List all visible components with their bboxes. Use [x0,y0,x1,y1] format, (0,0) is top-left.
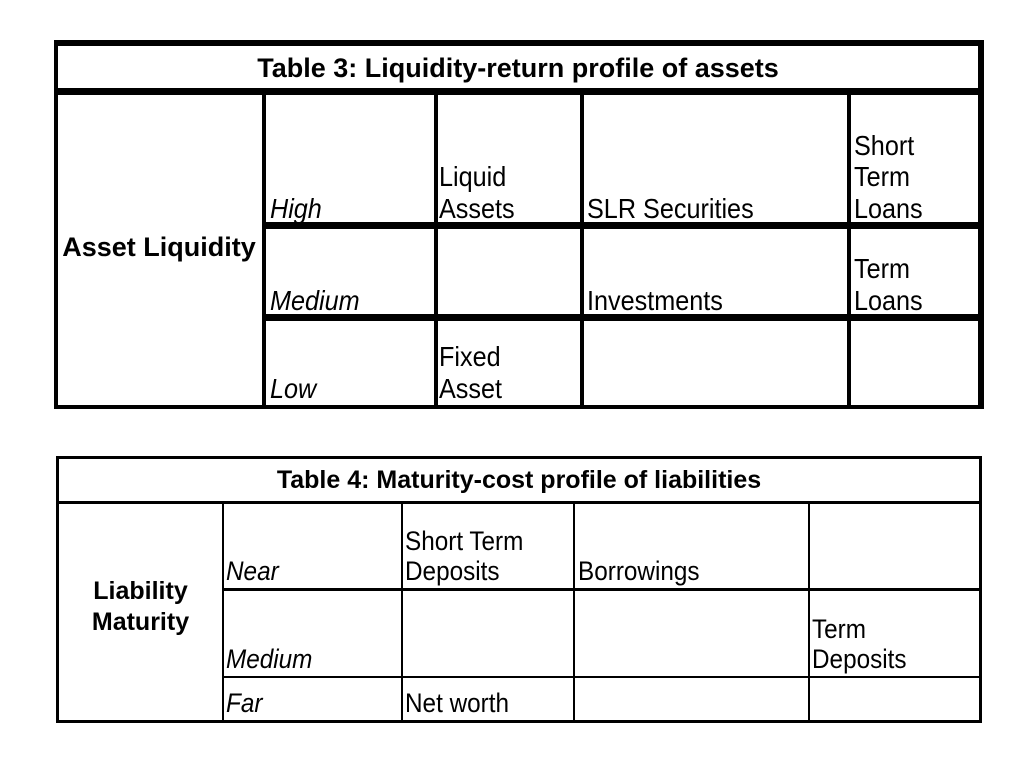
table-4-cell-borrowings: Borrowings [578,555,700,586]
table-4-cell-net-worth: Net worth [405,687,509,718]
table-4-title: Table 4: Maturity-cost profile of liabilities [276,466,762,494]
table-4-cell-short-term-deposits: Short Term Deposits [405,525,524,586]
table-3-level-medium: Medium [270,284,360,316]
table-3-cell-term-loans: Term Loans [854,253,923,316]
table-4-level-near: Near [226,555,279,586]
table-4-cell-term-deposits: Term Deposits [812,613,907,674]
table-3-level-high: High [270,192,322,224]
table-3-cell-slr-securities: SLR Securities [587,192,754,224]
table-3-cell-short-term-loans: Short Term Loans [854,129,923,224]
table-3-cell-liquid-assets: Liquid Assets [439,161,515,224]
table-3-level-low: Low [270,372,317,404]
table-3-cell-investments: Investments [587,284,723,316]
table-3-title: Table 3: Liquidity-return profile of assets [257,53,779,83]
table-3-row-header: Asset Liquidity [62,232,256,262]
table-4-level-far: Far [226,687,263,718]
table-4-row-header: Liability Maturity [91,577,190,637]
table-4-level-medium: Medium [226,643,313,674]
table-3-cell-fixed-asset: Fixed Asset [439,341,503,404]
